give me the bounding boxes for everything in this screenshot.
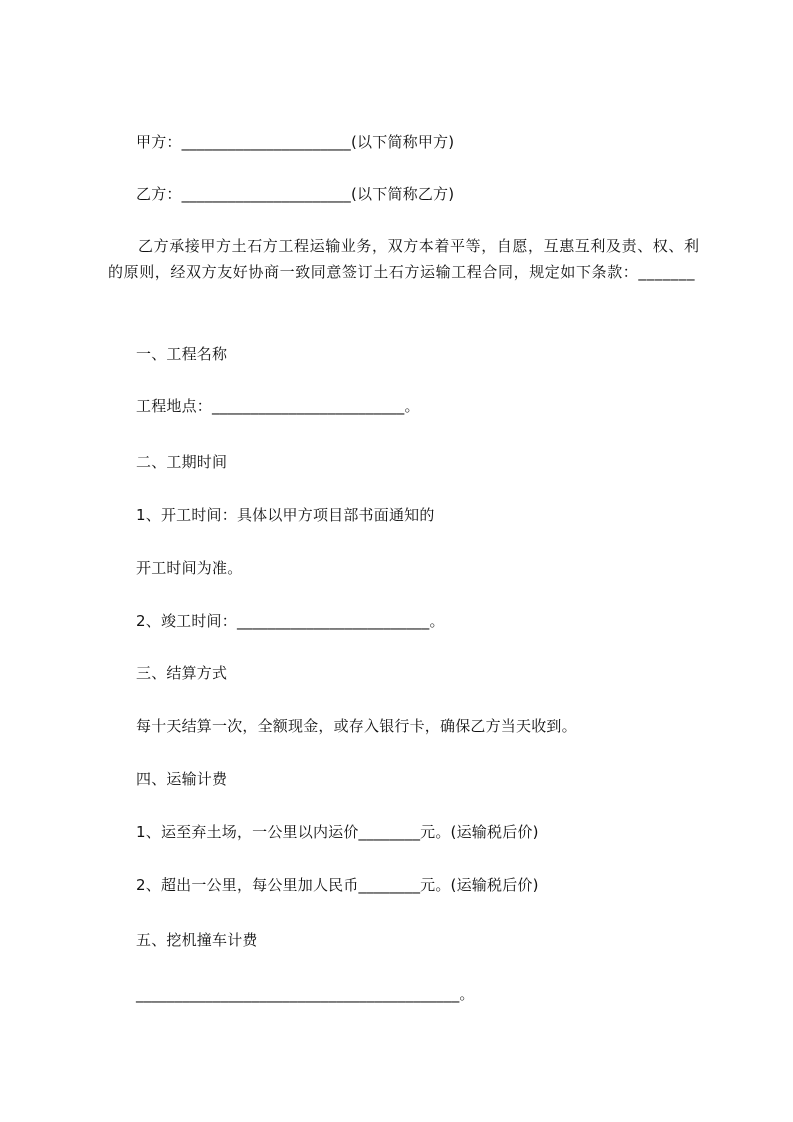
section-5-heading: 五、挖机撞车计费 [136,931,258,949]
section-2-heading: 二、工期时间 [136,453,228,471]
fee-item-1: 1、运至弃土场，一公里以内运价________元。(运输税后价) [136,823,539,841]
start-time-continuation: 开工时间为准。 [136,559,243,577]
section-1-heading: 一、工程名称 [136,345,228,363]
project-site-line: 工程地点：_________________________。 [136,397,420,415]
start-time-line: 1、开工时间：具体以甲方项目部书面通知的 [136,506,435,524]
completion-time-line: 2、竣工时间：_________________________。 [136,612,445,630]
section-3-heading: 三、结算方式 [136,664,228,682]
intro-paragraph: 乙方承接甲方土石方工程运输业务，双方本着平等，自愿，互惠互利及责、权、利的原则，经双方友好协商一致同意签订土石方运输工程合同，规定如下条款：_______ [108,237,700,281]
excavator-fee-blank: __________________________________________。 [136,985,475,1003]
party-b-line: 乙方：______________________(以下简称乙方) [136,185,455,203]
section-4-heading: 四、运输计费 [136,770,228,788]
party-a-line: 甲方：______________________(以下简称甲方) [136,133,455,151]
fee-item-2: 2、超出一公里，每公里加人民币________元。(运输税后价) [136,876,539,894]
settlement-text: 每十天结算一次，全额现金，或存入银行卡，确保乙方当天收到。 [136,717,577,735]
